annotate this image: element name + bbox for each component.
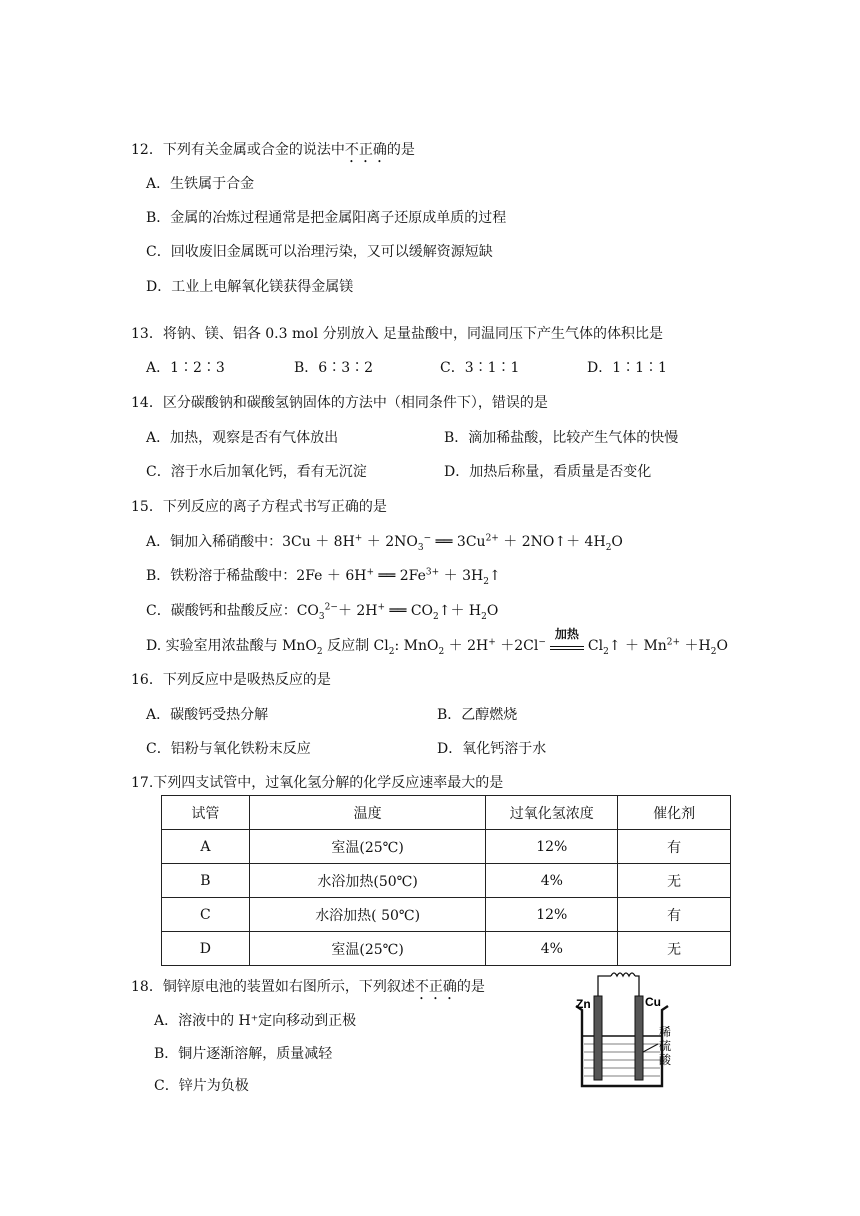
q12-option-d: D．工业上电解氧化镁获得金属镁 — [146, 279, 354, 295]
q15-option-a: A．铜加入稀硝酸中：$3Cu + 8H^+ + 2NO_3^-$ ══ $3Cu^{2+}$ ＋ 2NO↑＋ $4H_2O$ — [146, 533, 623, 553]
q17-stem: 17.下列四支试管中，过氧化氢分解的化学反应速率最大的是 — [131, 775, 504, 791]
table-cell: C — [162, 898, 250, 932]
table-row — [162, 898, 731, 932]
table-cell: 12% — [486, 898, 618, 932]
table-cell: 有 — [618, 898, 731, 932]
q16-option-b: B．乙醇燃烧 — [437, 707, 518, 723]
q16-option-a: A．碳酸钙受热分解 — [146, 707, 269, 723]
q12-option-b: B．金属的冶炼过程通常是把金属阳离子还原成单质的过程 — [146, 210, 507, 226]
table-cell: 室温(25℃) — [249, 932, 486, 966]
acid-label-1: 稀 — [659, 1025, 672, 1039]
q12-option-a: A．生铁属于合金 — [146, 176, 255, 192]
q18-option-b: B．铜片逐渐溶解，质量减轻 — [154, 1046, 333, 1062]
q14-option-b: B．滴加稀盐酸，比较产生气体的快慢 — [444, 430, 679, 446]
q15-option-b: B．铁粉溶于稀盐酸中：2Fe ＋ 6H+ ══ $2Fe^{3+}$ ＋ $3H_2↑$ — [146, 567, 501, 587]
q16-option-c: C．铝粉与氧化铁粉末反应 — [146, 741, 311, 757]
q12-stem: 12．下列有关金属或合金的说法中不正确的是 — [131, 142, 415, 158]
q16-stem: 16．下列反应中是吸热反应的是 — [131, 672, 331, 688]
q13-option-c: C．3∶1∶1 — [440, 360, 520, 376]
q13-stem: 13．将钠、镁、铝各 0.3 mol 分别放入 足量盐酸中，同温同压下产生气体的体积比是 — [131, 326, 664, 342]
q13-option-a: A．1∶2∶3 — [146, 360, 225, 376]
q15-option-c: C．碳酸钙和盐酸反应：$CO_3^{2-}+ 2H^+$ ══ $CO_2↑+ H_2O$ — [146, 602, 499, 622]
q16-option-d: D．氧化钙溶于水 — [437, 741, 547, 757]
table-cell: 水浴加热( 50℃) — [249, 898, 486, 932]
q17-table — [161, 795, 731, 966]
q18-option-a: A．溶液中的 H⁺定向移动到正极 — [154, 1013, 357, 1029]
table-cell: D — [162, 932, 250, 966]
q15-stem: 15．下列反应的离子方程式书写正确的是 — [131, 499, 387, 515]
q14-option-c: C．溶于水后加氧化钙，看有无沉淀 — [146, 464, 367, 480]
table-cell: A — [162, 830, 250, 864]
galvanic-cell-figure — [568, 966, 688, 1096]
q14-option-a: A．加热，观察是否有气体放出 — [146, 430, 339, 446]
cu-label: Cu — [645, 995, 661, 1009]
header-catalyst: 催化剂 — [618, 796, 731, 830]
q13-option-d: D．1∶1∶1 — [587, 360, 667, 376]
acid-label-2: 硫 — [659, 1039, 672, 1053]
q12-option-c: C．回收废旧金属既可以治理污染，又可以缓解资源短缺 — [146, 244, 493, 260]
table-cell: 水浴加热(50℃) — [249, 864, 486, 898]
table-cell: 有 — [618, 830, 731, 864]
heating-condition: 加热 — [550, 640, 584, 650]
q14-stem: 14．区分碳酸钠和碳酸氢钠固体的方法中（相同条件下），错误的是 — [131, 395, 548, 411]
header-temperature: 温度 — [249, 796, 486, 830]
acid-label-3: 酸 — [659, 1053, 672, 1067]
table-header-row — [162, 796, 731, 830]
table-row — [162, 864, 731, 898]
table-cell: 无 — [618, 932, 731, 966]
q18-stem: 18．铜锌原电池的装置如右图所示，下列叙述不正确的是 — [131, 979, 485, 995]
q13-option-b: B．6∶3∶2 — [294, 360, 374, 376]
zn-label: Zn — [576, 997, 591, 1011]
q14-option-d: D．加热后称量，看质量是否变化 — [444, 464, 652, 480]
table-row — [162, 830, 731, 864]
header-concentration: 过氧化氢浓度 — [486, 796, 618, 830]
header-tube: 试管 — [162, 796, 250, 830]
table-cell: B — [162, 864, 250, 898]
table-cell: 室温(25℃) — [249, 830, 486, 864]
table-cell: 12% — [486, 830, 618, 864]
q15-option-d: D. 实验室用浓盐酸与 MnO$_2$ 反应制 $Cl_2$: MnO$_2$ ＋ 2H+ ＋2Cl− 加热 $Cl_2↑ + Mn^{2+} +H_2O$ — [146, 627, 728, 657]
table-cell: 无 — [618, 864, 731, 898]
q18-option-c: C．锌片为负极 — [154, 1078, 249, 1094]
table-cell: 4% — [486, 864, 618, 898]
table-cell: 4% — [486, 932, 618, 966]
table-row — [162, 932, 731, 966]
